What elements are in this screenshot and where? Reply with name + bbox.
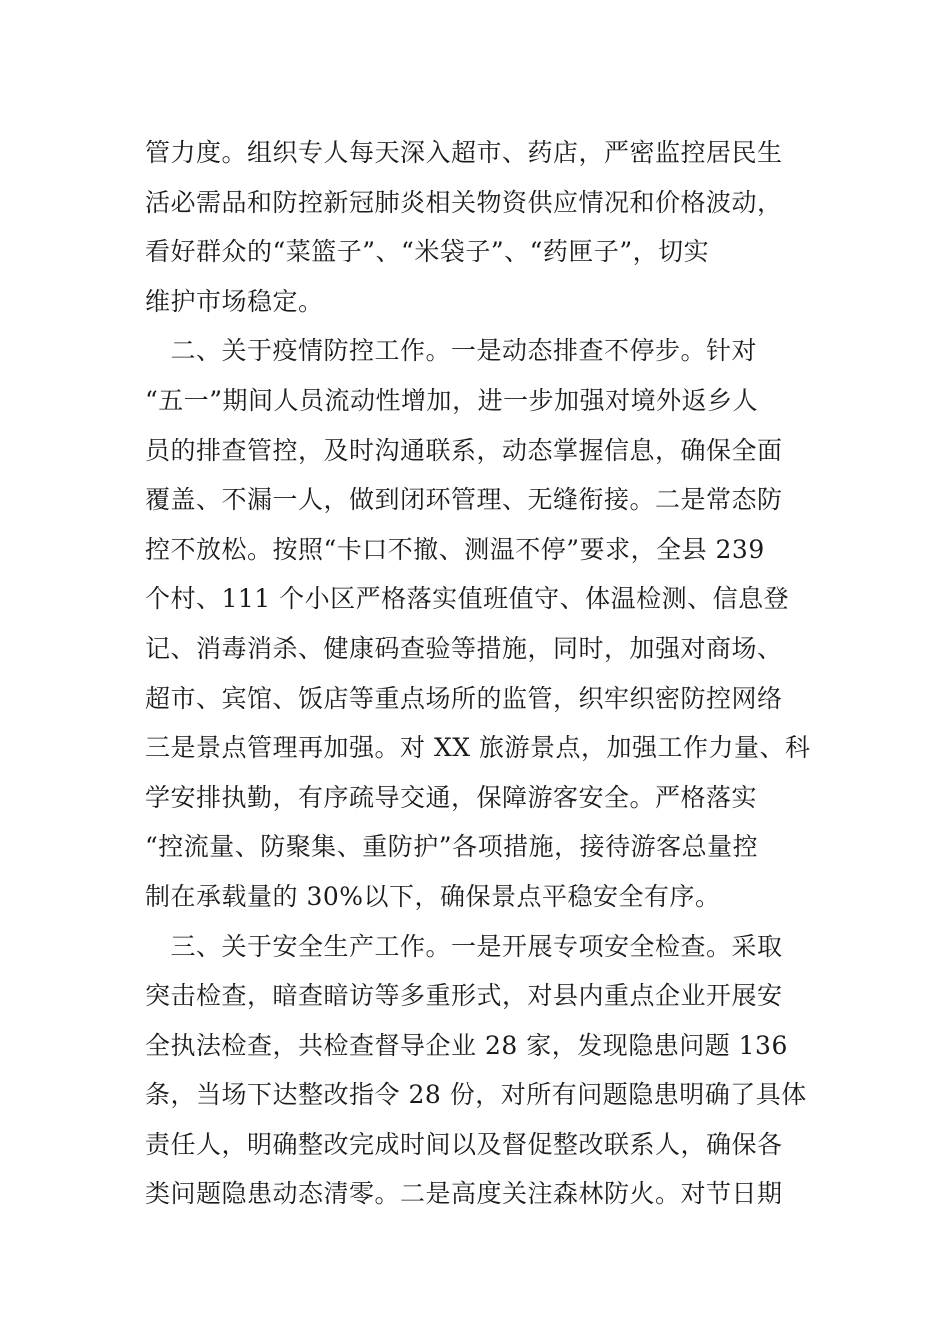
text-line: 学安排执勤，有序疏导交通，保障游客安全。严格落实 [145,782,758,812]
text-line: 个村、111 个小区严格落实值班值守、体温检测、信息登 [145,584,790,614]
paragraph-start-line: 三、关于安全生产工作。一是开展专项安全检查。采取 [145,931,783,961]
text-line: 全执法检查，共检查督导企业 28 家，发现隐患问题 136 [145,1030,788,1060]
text-line: 责任人，明确整改完成时间以及督促整改联系人，确保各 [145,1129,783,1159]
text-line: 类问题隐患动态清零。二是高度关注森林防火。对节日期 [145,1179,783,1209]
text-line: “五一”期间人员流动性增加，进一步加强对境外返乡人 [145,385,759,415]
text-line: 维护市场稳定。 [145,286,324,316]
text-line: 管力度。组织专人每天深入超市、药店，严密监控居民生 [145,138,783,167]
text-line: 看好群众的“菜篮子”、“米袋子”、“药匣子”，切实 [145,237,710,267]
text-line: 三是景点管理再加强。对 XX 旅游景点，加强工作力量、科 [145,733,811,763]
text-line: 超市、宾馆、饭店等重点场所的监管，织牢织密防控网络 [145,683,783,713]
text-line: “控流量、防聚集、重防护”各项措施，接待游客总量控 [145,832,759,862]
text-line: 记、消毒消杀、健康码查验等措施，同时，加强对商场、 [145,633,783,663]
text-line: 突击检查，暗查暗访等多重形式，对县内重点企业开展安 [145,981,783,1011]
text-line: 条，当场下达整改指令 28 份，对所有问题隐患明确了具体 [145,1080,807,1110]
paragraph-start-line: 二、关于疫情防控工作。一是动态排查不停步。针对 [145,336,758,366]
text-line: 制在承载量的 30%以下，确保景点平稳安全有序。 [145,881,721,911]
text-line: 活必需品和防控新冠肺炎相关物资供应情况和价格波动， [145,187,783,217]
text-line: 覆盖、不漏一人，做到闭环管理、无缝衔接。二是常态防 [145,485,783,515]
text-line: 控不放松。按照“卡口不撤、测温不停”要求，全县 239 [145,534,765,564]
text-line: 员的排查管控，及时沟通联系，动态掌握信息，确保全面 [145,435,783,465]
document-body [145,128,810,1219]
